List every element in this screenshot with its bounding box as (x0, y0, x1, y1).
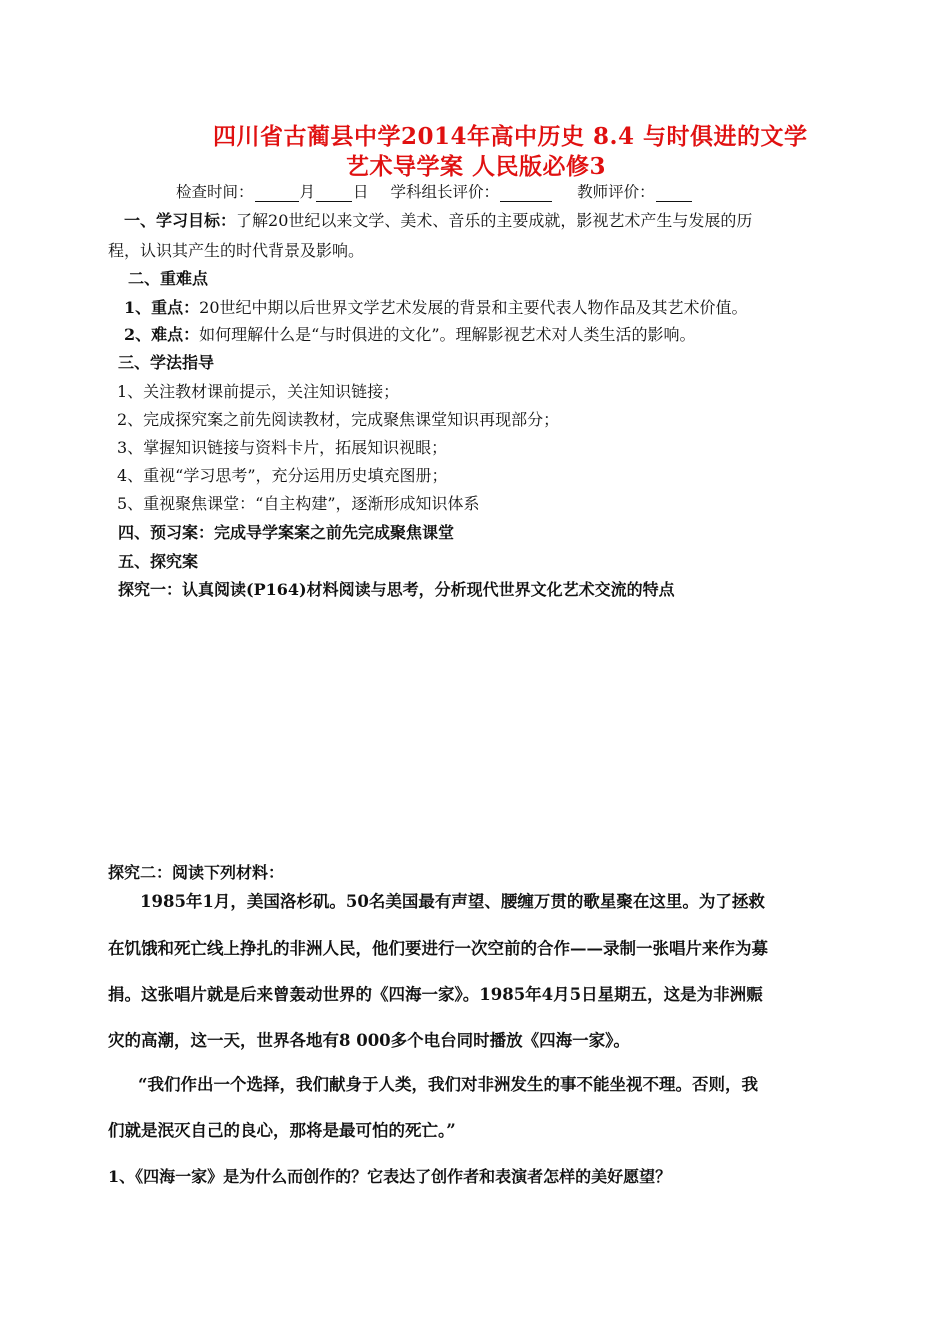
check-leader-label: 学科组长评价： (390, 183, 500, 201)
preview-heading: 四、预习案：完成导学案案之前先完成聚焦课堂 (118, 523, 455, 542)
explore-question-1: 探究一：认真阅读(P164)材料阅读与思考，分析现代世界文化艺术交流的特点 (118, 580, 675, 599)
method-item: 1、关注教材课前提示，关注知识链接； (117, 382, 400, 401)
explore-heading: 五、探究案 (118, 552, 199, 571)
difficulty-text: 如何理解什么是“与时俱进的文化”。理解影视艺术对人类生活的影响。 (199, 325, 696, 344)
method-item: 5、重视聚焦课堂：“自主构建”，逐渐形成知识体系 (117, 494, 480, 513)
method-item: 2、完成探究案之前先阅读教材，完成聚焦课堂知识再现部分； (117, 410, 560, 429)
material-line: 在饥饿和死亡线上挣扎的非洲人民，他们要进行一次空前的合作——录制一张唱片来作为募 (108, 939, 768, 958)
methods-heading: 三、学法指导 (118, 353, 215, 372)
material-line: 1985年1月，美国洛杉矶。50名美国最有声望、腰缠万贯的歌星聚在这里。为了拯救 (140, 892, 765, 911)
month-blank (255, 185, 299, 202)
explore-question-2-heading: 探究二：阅读下列材料： (108, 863, 285, 882)
goals-text-2: 程，认识其产生的时代背景及影响。 (108, 241, 365, 260)
day-blank (316, 185, 352, 202)
title-line-1: 四川省古蔺县中学2014年高中历史 8.4 与时俱进的文学 (213, 123, 808, 150)
question-1: 1、《四海一家》是为什么而创作的？它表达了创作者和表演者怎样的美好愿望？ (108, 1167, 672, 1186)
goals-line-1 (124, 208, 752, 231)
difficulty-label: 2、难点： (124, 325, 200, 344)
check-line (176, 180, 693, 202)
method-item: 3、掌握知识链接与资料卡片，拓展知识视眼； (117, 438, 448, 457)
leader-blank (500, 185, 552, 202)
goals-heading: 一、学习目标： (124, 211, 237, 230)
teacher-blank (656, 185, 692, 202)
key-line (124, 295, 748, 318)
material-line: 灾的高潮，这一天，世界各地有8 000多个电台同时播放《四海一家》。 (108, 1031, 630, 1050)
check-day-label: 日 (353, 183, 369, 201)
check-month-label: 月 (299, 183, 316, 201)
keypoints-heading: 二、重难点 (128, 269, 209, 288)
key-text: 20世纪中期以后世界文学艺术发展的背景和主要代表人物作品及其艺术价值。 (199, 298, 748, 317)
goals-text-1: 了解20世纪以来文学、美术、音乐的主要成就，影视艺术产生与发展的历 (236, 211, 753, 230)
quote-line: 们就是泯灭自己的良心，那将是最可怕的死亡。” (108, 1121, 456, 1140)
quote-line: “我们作出一个选择，我们献身于人类，我们对非洲发生的事不能坐视不理。否则，我 (138, 1075, 758, 1094)
material-line: 捐。这张唱片就是后来曾轰动世界的《四海一家》。1985年4月5日星期五，这是为非洲赈 (108, 985, 763, 1004)
check-teacher-label: 教师评价： (577, 183, 655, 201)
title-line-2: 艺术导学案 人民版必修3 (346, 153, 607, 180)
method-item: 4、重视“学习思考”，充分运用历史填充图册； (117, 466, 448, 485)
check-time-label: 检查时间： (176, 183, 254, 201)
difficulty-line (124, 322, 696, 345)
key-label: 1、重点： (124, 298, 200, 317)
